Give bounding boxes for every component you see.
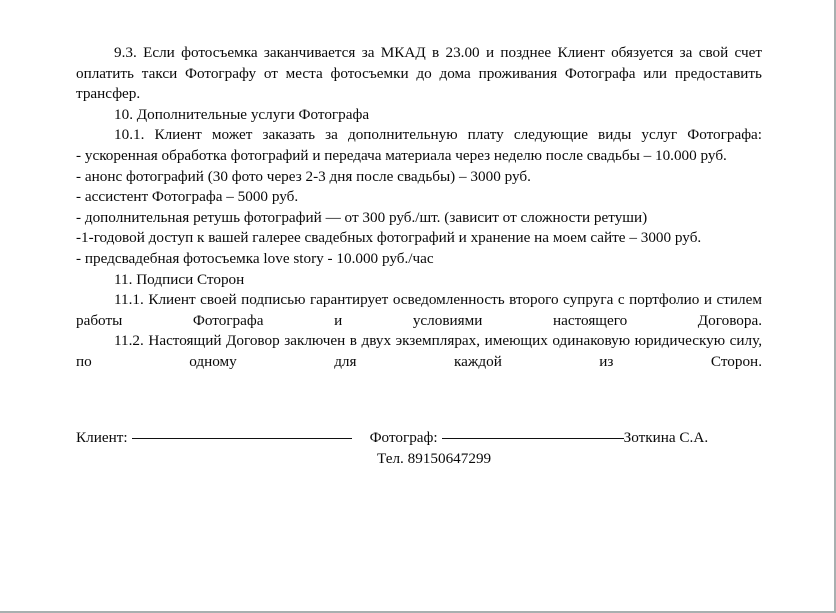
- paragraph-clause-11-heading: 11. Подписи Сторон: [114, 270, 245, 288]
- client-signature-label: Клиент:: [76, 429, 128, 446]
- paragraph-service-announcement-photos: - анонс фотографий (30 фото через 2-3 дня после свадьбы) – 3000 руб.: [76, 167, 531, 185]
- signature-row: [76, 427, 766, 448]
- paragraph-service-assistant: - ассистент Фотографа – 5000 руб.: [76, 188, 299, 206]
- paragraph-clause-9-3: 9.3. Если фотосъемка заканчивается за МКАД в 23.00 и позднее Клиент обязуется за свой счет оплатить такси Фотографу от места фотосъемки до дома проживания Фотографа или предоставить трансфер.: [76, 44, 762, 103]
- photographer-signature-label: Фотограф:: [369, 429, 438, 446]
- paragraph-clause-11-1: 11.1. Клиент своей подписью гарантирует осведомленность второго супруга с портфолио и стилем работы Фотографа и условиями настоящего Договора.: [76, 291, 762, 329]
- paragraph-service-extra-retouch: - дополнительная ретушь фотографий — от 300 руб./шт. (зависит от сложности ретуши): [76, 208, 648, 226]
- paragraph-clause-10-1: 10.1. Клиент может заказать за дополнительную плату следующие виды услуг Фотографа:: [114, 126, 762, 144]
- client-signature-line[interactable]: [132, 437, 352, 439]
- paragraph-clause-10-heading: 10. Дополнительные услуги Фотографа: [114, 105, 370, 123]
- paragraph-clause-11-2: 11.2. Настоящий Договор заключен в двух экземплярах, имеющих одинаковую юридическую силу, по одному для каждой из Сторон.: [76, 332, 762, 370]
- signature-block: [76, 427, 766, 469]
- paragraph-service-gallery-hosting: -1-годовой доступ к вашей галерее свадебных фотографий и хранение на моем сайте – 3000 руб.: [76, 229, 702, 247]
- paragraph-service-love-story: - предсвадебная фотосъемка love story - 10.000 руб./час: [76, 249, 434, 267]
- photographer-name: Зоткина С.А.: [623, 429, 709, 446]
- photographer-phone: Тел. 89150647299: [377, 450, 492, 467]
- document-body: [76, 43, 762, 373]
- paragraph-service-accelerated-processing: - ускоренная обработка фотографий и передача материала через неделю после свадьбы – 10.000 руб.: [76, 146, 727, 164]
- photographer-signature-line[interactable]: [442, 437, 624, 439]
